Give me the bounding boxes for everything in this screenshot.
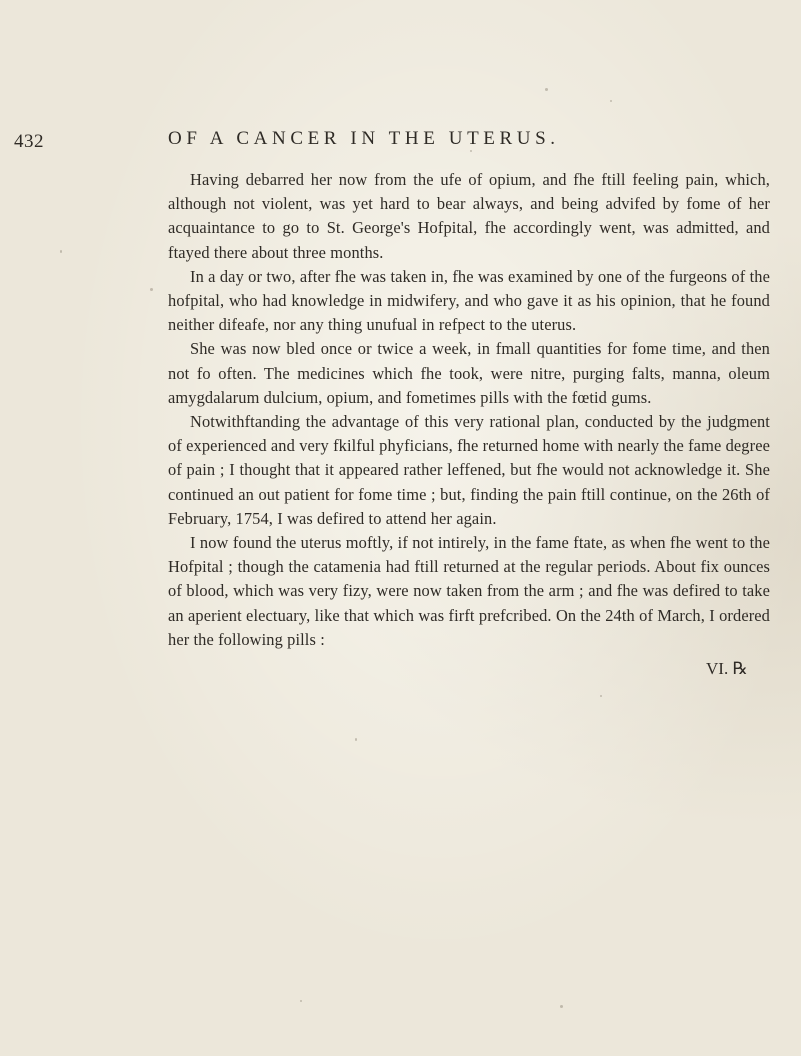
paper-speck (250, 640, 252, 642)
paper-speck (150, 288, 153, 291)
paragraph-3: She was now bled once or twice a week, in fmall quantities for fome time, and then not fo often. The medicines which fhe took, were nitre, purging falts, manna, oleum amygdalarum dulcium, opium, and fometimes pills with the fœtid gums. (168, 339, 770, 407)
paper-speck (60, 250, 62, 253)
paper-speck (600, 695, 602, 697)
paragraph-5: I now found the uterus moftly, if not intirely, in the fame ftate, as when fhe went to the Hofpital ; though the catamenia had ftill returned at the regular periods. About fix ounces of blood, which was very fizy, were now taken from the arm ; and fhe was defired to take an aperient electuary, like that which was firft prefcribed. On the 24th of March, I ordered her the following pills : (168, 533, 770, 649)
paper-speck (355, 738, 357, 741)
paper-speck (560, 1005, 563, 1008)
paper-speck (745, 612, 748, 614)
paper-speck (610, 100, 612, 102)
running-head: OF A CANCER IN THE UTERUS. (168, 128, 560, 149)
catchword: VI. ℞ (706, 659, 748, 678)
paper-speck (300, 1000, 302, 1002)
body-text (168, 168, 770, 652)
paragraph-1: Having debarred her now from the ufe of opium, and fhe ftill feeling pain, which, although not violent, was yet hard to bear always, and being advifed by fome of her acquaintance to go to St. George's Hofpital, fhe accordingly went, was admitted, and ftayed there about three months. (168, 170, 770, 262)
paper-speck (470, 150, 472, 152)
page-number: 432 (14, 131, 44, 152)
paragraph-4: Notwithftanding the advantage of this very rational plan, conducted by the judgment of experienced and very fkilful phyficians, fhe returned home with nearly the fame degree of pain ; I thought that it appeared rather leffened, but fhe would not acknowledge it. She continued an out patient for fome time ; but, finding the pain ftill continue, on the 26th of February, 1754, I was defired to attend her again. (168, 412, 770, 528)
paper-speck (545, 88, 548, 91)
paragraph-2: In a day or two, after fhe was taken in, fhe was examined by one of the furgeons of the hofpital, who had knowledge in midwifery, and who gave it as his opinion, that he found neither difeafe, nor any thing unufual in refpect to the uterus. (168, 266, 770, 335)
